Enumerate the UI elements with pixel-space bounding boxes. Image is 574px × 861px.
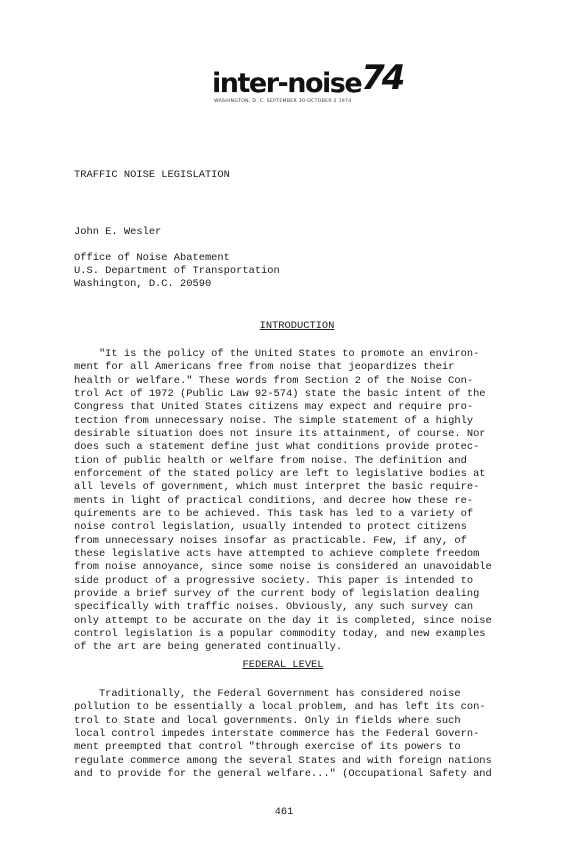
section-heading-federal-level: FEDERAL LEVEL	[242, 659, 324, 671]
logo-number: 74	[361, 58, 403, 98]
text-line: Congress that United States citizens may expect and require pro-	[74, 401, 474, 414]
logo-word: inter-noise	[212, 68, 362, 99]
affiliation-line: U.S. Department of Transportation	[74, 265, 280, 277]
text-line: and to provide for the general welfare..." (Occupational Safety and	[74, 767, 492, 780]
text-line: local control impedes interstate commerce has the Federal Govern-	[74, 727, 480, 740]
text-line: tion of public health or welfare from noise. The definition and	[74, 454, 467, 467]
text-line: health or welfare." These words from Section 2 of the Noise Con-	[74, 374, 474, 387]
text-line: tection from unnecessary noise. The simple statement of a highly	[74, 414, 474, 427]
paper-title: TRAFFIC NOISE LEGISLATION	[74, 169, 230, 181]
text-line: ments in light of practical conditions, and decree how these re-	[74, 494, 474, 507]
text-line: of the art are being generated continually.	[74, 641, 343, 654]
page-number: 461	[274, 806, 294, 818]
text-line: specifically with traffic noises. Obviously, any such survey can	[74, 601, 474, 614]
affiliation-line: Office of Noise Abatement	[74, 252, 230, 264]
text-line: quirements are to be achieved. This task has led to a variety of	[74, 507, 474, 520]
text-line: enforcement of the stated policy are left to legislative bodies at	[74, 467, 486, 480]
text-line: Traditionally, the Federal Government has considered noise	[74, 688, 461, 700]
text-line: control legislation is a popular commodity today, and new examples	[74, 627, 486, 640]
author-name: John E. Wesler	[74, 226, 162, 238]
text-line: noise control legislation, usually intended to protect citizens	[74, 521, 467, 534]
text-line: from unnecessary noises insofar as practicable. Few, if any, of	[74, 534, 467, 547]
federal-level-paragraph	[74, 688, 492, 781]
section-heading-introduction: INTRODUCTION	[259, 320, 335, 332]
text-line: ment for all Americans free from noise that jeopardizes their	[74, 361, 455, 374]
author-affiliation	[74, 252, 280, 291]
text-line: these legislative acts have attempted to achieve complete freedom	[74, 547, 480, 560]
affiliation-line: Washington, D.C. 20590	[74, 278, 212, 290]
text-line: provide a brief survey of the current body of legislation dealing	[74, 587, 480, 600]
text-line: desirable situation does not insure its attainment, of course. Nor	[74, 427, 486, 440]
logo-subtitle: WASHINGTON, D. C. SEPTEMBER 30-OCTOBER 2 1974	[214, 99, 352, 104]
logo-wordmark	[212, 58, 403, 99]
text-line: from noise annoyance, since some noise is considered an unavoidable	[74, 561, 492, 574]
introduction-paragraph	[74, 348, 492, 655]
text-line: ment preempted that control "through exercise of its powers to	[74, 741, 461, 754]
text-line: trol Act of 1972 (Public Law 92-574) state the basic intent of the	[74, 387, 486, 400]
text-line: side product of a progressive society. This paper is intended to	[74, 574, 474, 587]
text-line: "It is the policy of the United States to promote an environ-	[74, 348, 480, 360]
text-line: trol to State and local governments. Only in fields where such	[74, 714, 461, 727]
text-line: regulate commerce among the several States and with foreign nations	[74, 754, 492, 767]
text-line: pollution to be essentially a local problem, and has left its con-	[74, 701, 486, 714]
text-line: only attempt to be accurate on the day it is completed, since noise	[74, 614, 492, 627]
text-line: does such a statement define just what conditions provide protec-	[74, 441, 480, 454]
text-line: all levels of government, which must interpret the basic require-	[74, 481, 480, 494]
